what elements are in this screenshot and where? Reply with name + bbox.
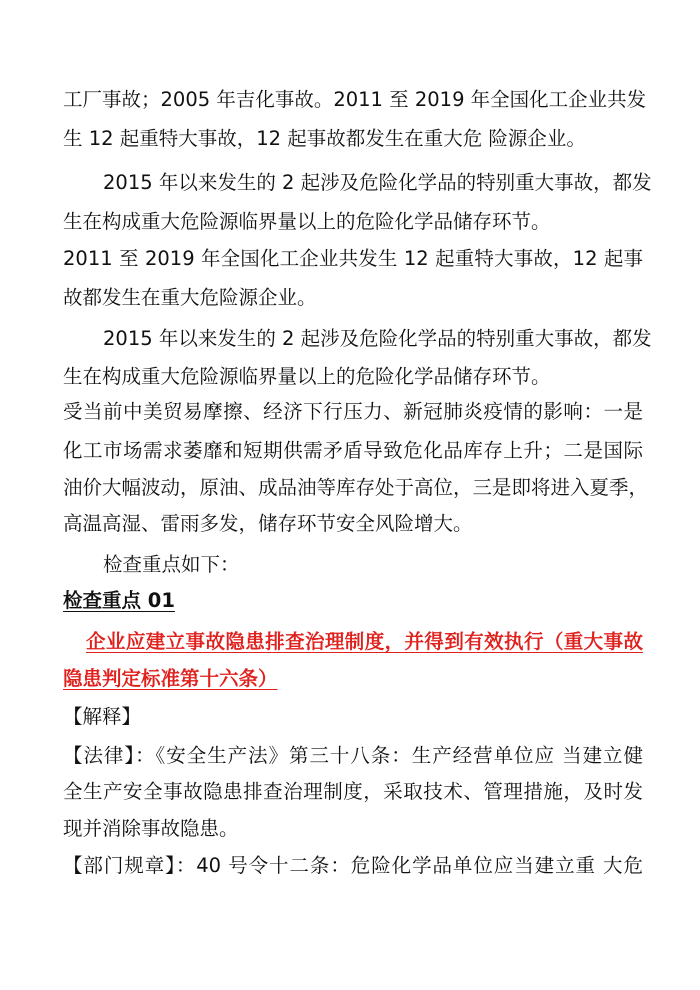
explanation-label: 【解释】 bbox=[63, 705, 142, 728]
red-heading-line: 企业应建立事故隐患排查治理制度，并得到有效执行（重大事故 bbox=[86, 630, 643, 653]
paragraph-line: 工厂事故；2005 年吉化事故。2011 至 2019 年全国化工企业共发 bbox=[63, 88, 647, 111]
paragraph-line: 【法律】：《安全生产法》第三十八条：生产经营单位应 当建立健 bbox=[63, 744, 643, 767]
paragraph-line: 生 12 起重特大事故，12 起事故都发生在重大危 险源企业。 bbox=[63, 127, 586, 150]
section-heading: 检查重点 01 bbox=[63, 589, 175, 612]
paragraph-line: 高温高湿、雷雨多发，储存环节安全风险增大。 bbox=[63, 512, 473, 535]
paragraph-line: 故都发生在重大危险源企业。 bbox=[63, 286, 317, 309]
paragraph-line: 生在构成重大危险源临界量以上的危险化学品储存环节。 bbox=[63, 365, 551, 388]
paragraph-line: 全生产安全事故隐患排查治理制度，采取技术、管理措施，及时发 bbox=[63, 780, 643, 803]
paragraph-line: 现并消除事故隐患。 bbox=[63, 817, 239, 840]
paragraph-line: 【部门规章】：40 号令十二条：危险化学品单位应当建立重 大危 bbox=[63, 854, 643, 877]
paragraph-line: 化工市场需求萎靡和短期供需矛盾导致危化品库存上升；二是国际 bbox=[63, 439, 643, 462]
paragraph-line: 油价大幅波动，原油、成品油等库存处于高位，三是即将进入夏季， bbox=[63, 476, 649, 499]
paragraph-line: 检查重点如下： bbox=[103, 553, 240, 576]
paragraph-line: 生在构成重大危险源临界量以上的危险化学品储存环节。 bbox=[63, 210, 551, 233]
red-heading-line: 隐患判定标准第十六条） bbox=[63, 667, 278, 690]
paragraph-line: 受当前中美贸易摩擦、经济下行压力、新冠肺炎疫情的影响：一是 bbox=[63, 400, 643, 423]
paragraph-line: 2015 年以来发生的 2 起涉及危险化学品的特别重大事故，都发 bbox=[103, 327, 652, 350]
paragraph-line: 2011 至 2019 年全国化工企业共发生 12 起重特大事故，12 起事 bbox=[63, 247, 643, 270]
paragraph-line: 2015 年以来发生的 2 起涉及危险化学品的特别重大事故，都发 bbox=[103, 171, 652, 194]
